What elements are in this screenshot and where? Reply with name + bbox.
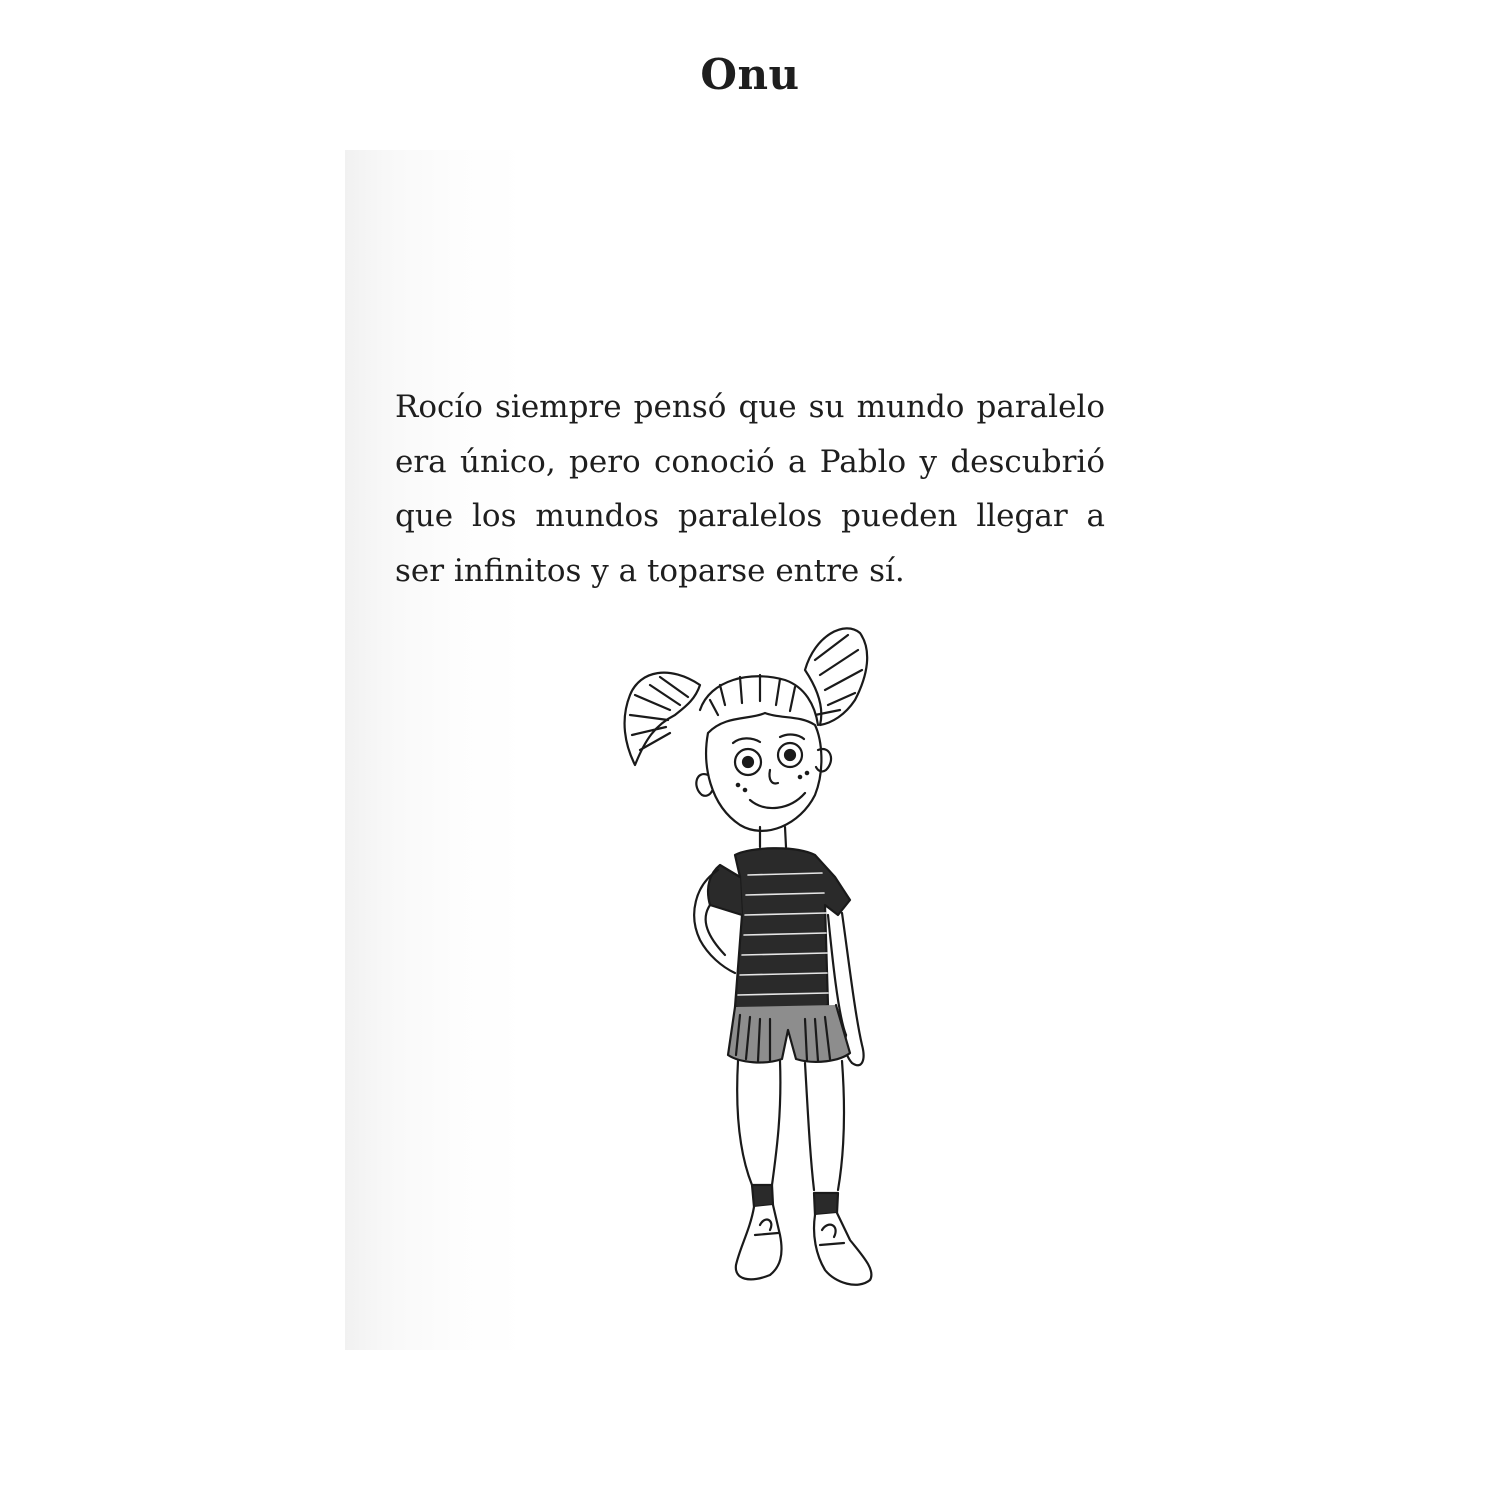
girl-illustration (600, 615, 900, 1305)
story-paragraph: Rocío siempre pensó que su mundo paralelo era único, pero conoció a Pablo y descubrió que los mundos paralelos pueden llegar a ser infinitos y a toparse entre sí. (395, 389, 1105, 589)
page-title: Onu (700, 50, 800, 99)
girl-drawing (600, 615, 900, 1305)
